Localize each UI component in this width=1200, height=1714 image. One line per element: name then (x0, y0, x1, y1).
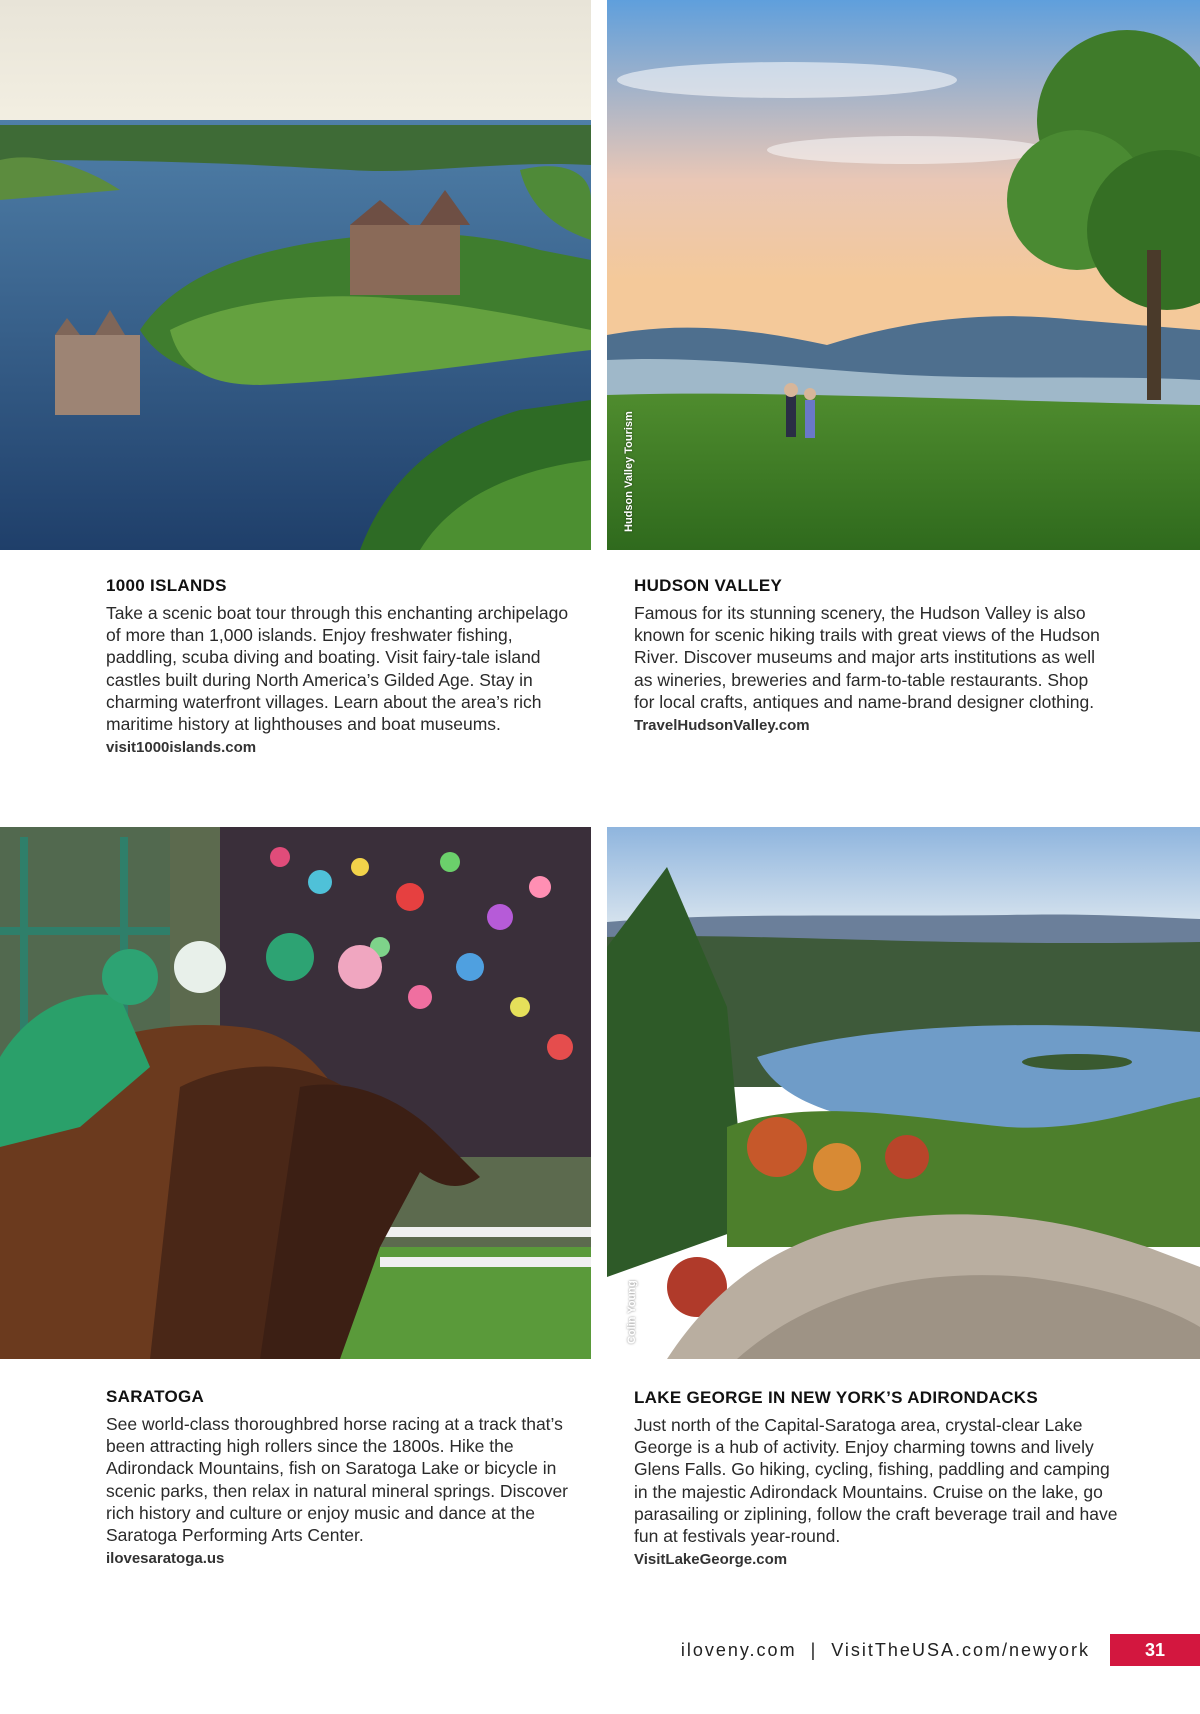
section-url[interactable]: visit1000islands.com (106, 739, 257, 757)
photo-credit-lake-george: Colin Young (626, 1280, 638, 1344)
footer-site-iloveny[interactable]: iloveny.com (680, 1640, 797, 1660)
photo-credit-hudson-valley: Hudson Valley Tourism (623, 411, 635, 532)
section-body: See world-class thoroughbred horse racing at a track that’s been attracting high rollers since the 1800s. Hike the Adirondack Mountains, fish on Saratoga Lake or bicycle in scenic parks, then relax in natural mineral springs. Discover rich history and culture or enjoy music and dance at the Saratoga Performing Arts Center. (106, 1414, 568, 1546)
section-1000-islands (106, 576, 576, 756)
section-title: SARATOGA (106, 1387, 205, 1406)
section-body: Take a scenic boat tour through this enchanting archipelago of more than 1,000 islands. Enjoy freshwater fishing, paddling, scuba diving and boating. Visit fairy-tale island castles built during North America’s Gilded Age. Stay in charming waterfront villages. Learn about the area’s rich maritime history at lighthouses and boat museums. (106, 603, 569, 735)
section-hudson-valley (634, 576, 1104, 734)
section-title: HUDSON VALLEY (634, 576, 783, 595)
section-url[interactable]: VisitLakeGeorge.com (634, 1551, 788, 1569)
section-title: LAKE GEORGE IN NEW YORK’S ADIRONDACKS (634, 1388, 1039, 1407)
section-url[interactable]: ilovesaratoga.us (106, 1550, 225, 1568)
section-body: Famous for its stunning scenery, the Hudson Valley is also known for scenic hiking trails with great views of the Hudson River. Discover museums and major arts institutions as well as wineries, breweries and farm-to-table restaurants. Shop for local crafts, antiques and name-brand designer clothing. (634, 603, 1100, 712)
page-number: 31 (1110, 1634, 1200, 1666)
photo-saratoga (0, 827, 591, 1359)
section-title: 1000 ISLANDS (106, 576, 227, 595)
footer-site-visittheusa[interactable]: VisitTheUSA.com/newyork (831, 1640, 1090, 1660)
photo-1000-islands (0, 0, 591, 550)
section-saratoga (106, 1387, 576, 1567)
footer-links (681, 1640, 1090, 1661)
section-body: Just north of the Capital-Saratoga area, crystal-clear Lake George is a hub of activity. Enjoy charming towns and lively Glens Falls. Go hiking, cycling, fishing, paddling and camping in the majestic Adirondack Mountains. Cruise on the lake, go parasailing or ziplining, follow the craft beverage trail and have fun at festivals year-round. (634, 1415, 1118, 1547)
section-url[interactable]: TravelHudsonValley.com (634, 717, 810, 735)
photo-lake-george (607, 827, 1200, 1359)
section-lake-george (634, 1388, 1124, 1568)
photo-hudson-valley (607, 0, 1200, 550)
footer-separator: | (810, 1640, 818, 1660)
